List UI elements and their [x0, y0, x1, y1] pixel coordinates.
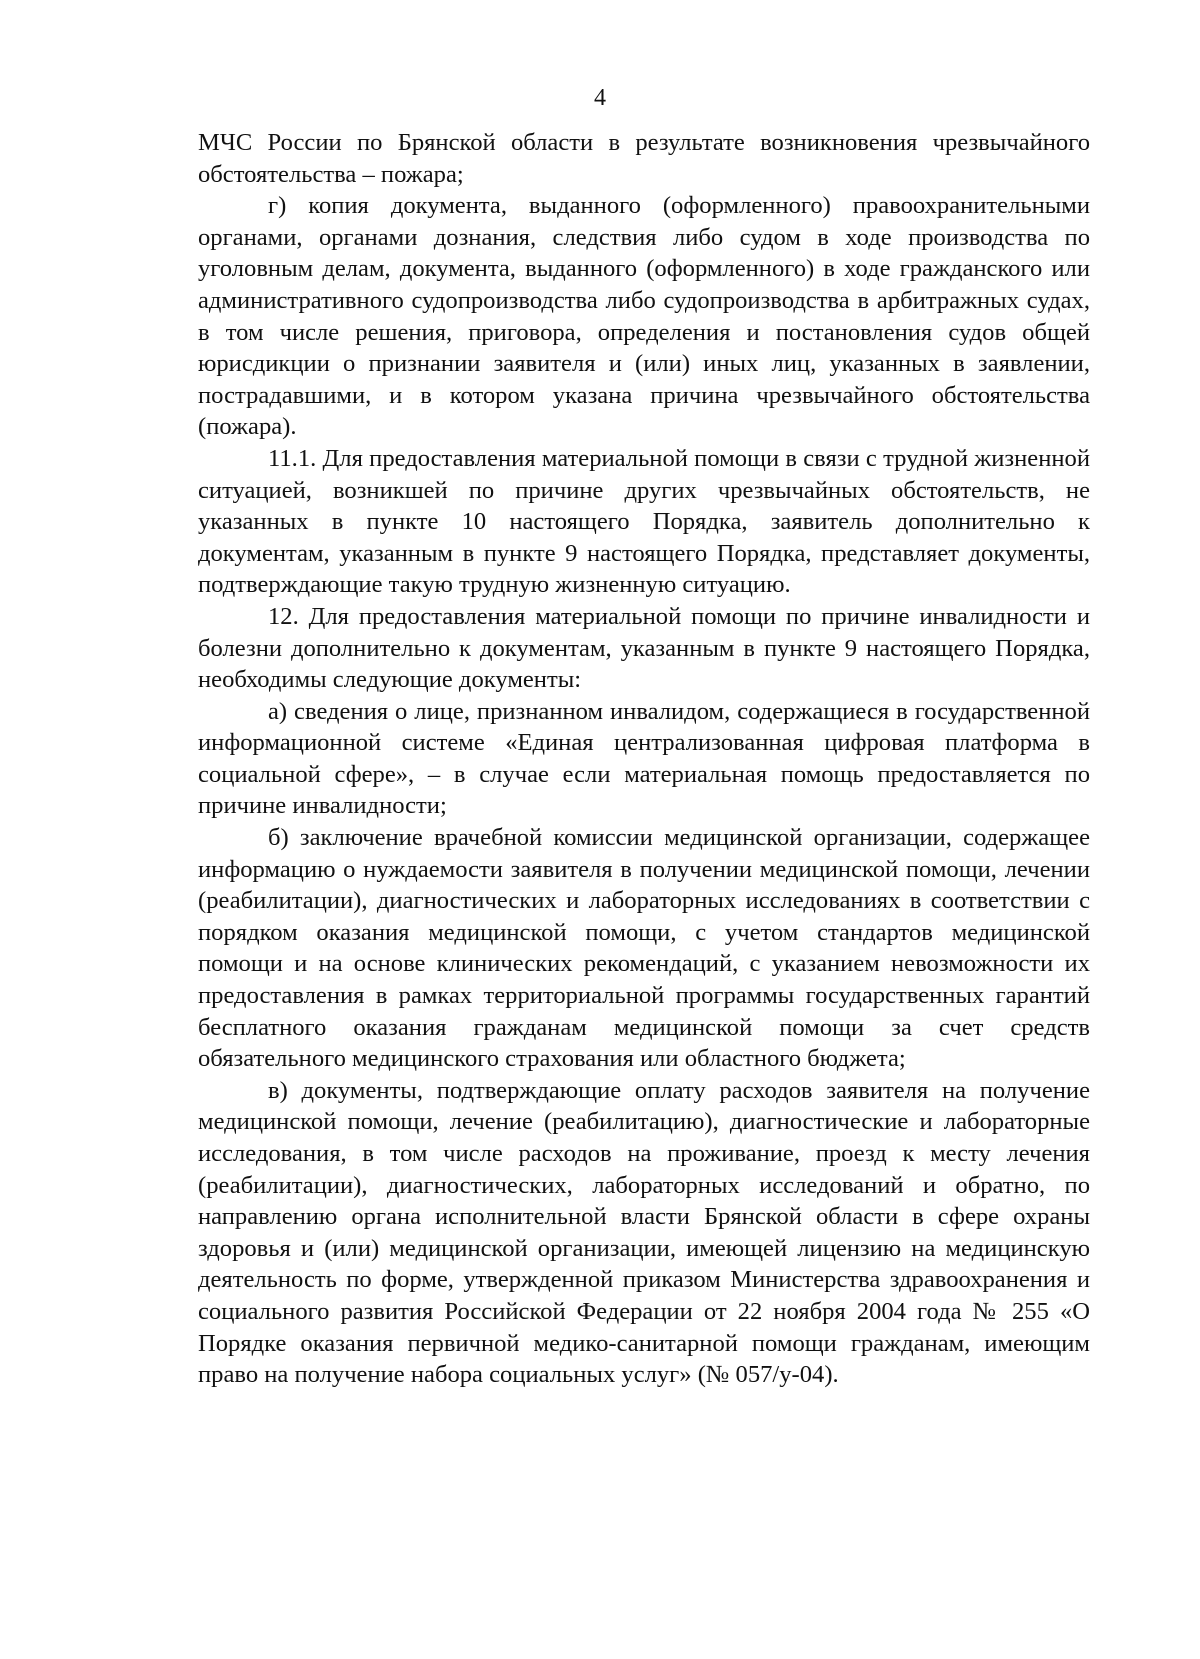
paragraph: 11.1. Для предоставления материальной помощи в связи с трудной жизненной ситуацией, возникшей по причине других чрезвычайных обстоятельств, не указанных в пункте 10 настоящего Порядка, заявитель дополнительно к документам, указанным в пункте 9 настоящего Порядка, представляет документы, подтверждающие такую трудную жизненную ситуацию. — [198, 444, 1090, 599]
document-body — [198, 127, 1090, 1391]
paragraph: б) заключение врачебной комиссии медицинской организации, содержащее информацию о нуждаемости заявителя в получении медицинской помощи, лечении (реабилитации), диагностических и лабораторных исследованиях в соответствии с порядком оказания медицинской помощи, с учетом стандартов медицинской помощи и на основе клинических рекомендаций, с указанием невозможности их предоставления в рамках территориальной программы государственных гарантий бесплатного оказания гражданам медицинской помощи за счет средств обязательного медицинского страхования или областного бюджета; — [198, 824, 1090, 1073]
paragraph: 12. Для предоставления материальной помощи по причине инвалидности и болезни дополнительно к документам, указанным в пункте 9 настоящего Порядка, необходимы следующие документы: — [198, 602, 1090, 694]
paragraph: а) сведения о лице, признанном инвалидом, содержащиеся в государственной информационной системе «Единая централизованная цифровая платформа в социальной сфере», – в случае если материальная помощь предоставляется по причине инвалидности; — [198, 697, 1090, 820]
paragraph: г) копия документа, выданного (оформленного) правоохранительными органами, органами дознания, следствия либо судом в ходе производства по уголовным делам, документа, выданного (оформленного) в ходе гражданского или административного судопроизводства либо судопроизводства в арбитражных судах, в том числе решения, приговора, определения и постановления судов общей юрисдикции о признании заявителя и (или) иных лиц, указанных в заявлении, пострадавшими, и в котором указана причина чрезвычайного обстоятельства (пожара). — [198, 192, 1090, 441]
paragraph: МЧС России по Брянской области в результате возникновения чрезвычайного обстоятельства – пожара; — [198, 129, 1090, 188]
page-number: 4 — [594, 85, 606, 111]
paragraph: в) документы, подтверждающие оплату расходов заявителя на получение медицинской помощи, лечение (реабилитацию), диагностические и лабораторные исследования, в том числе расходов на проживание, проезд к месту лечения (реабилитации), диагностических, лабораторных исследований и обратно, по направлению органа исполнительной власти Брянской области в сфере охраны здоровья и (или) медицинской организации, имеющей лицензию на медицинскую деятельность по форме, утвержденной приказом Министерства здравоохранения и социального развития Российской Федерации от 22 ноября 2004 года № 255 «О Порядке оказания первичной медико-санитарной помощи гражданам, имеющим право на получение набора социальных услуг» (№ 057/у-04). — [198, 1076, 1090, 1389]
